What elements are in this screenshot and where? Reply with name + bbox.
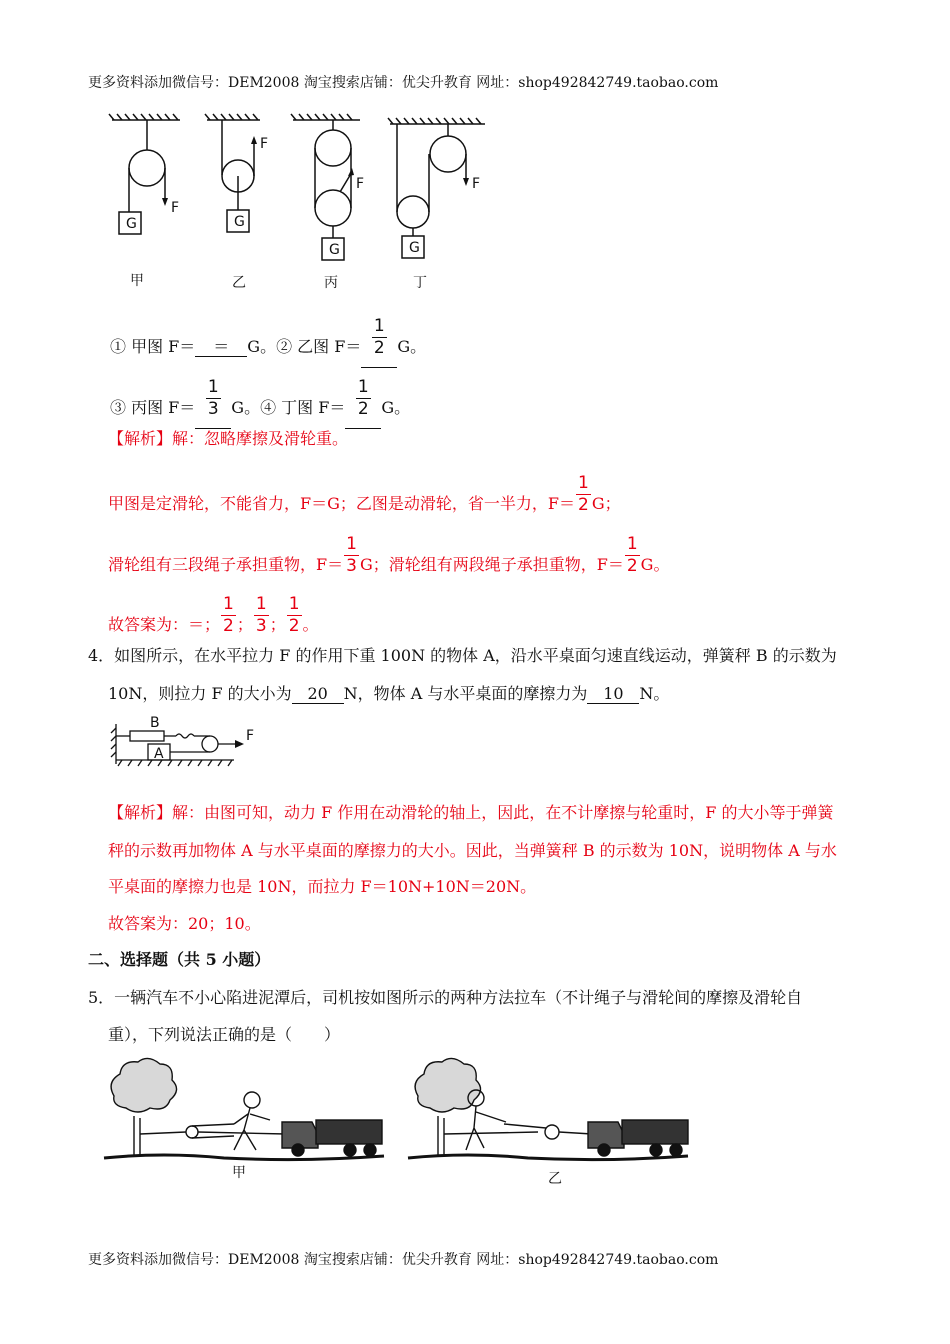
fraction: $\frac{1}{3}$: [255, 594, 267, 636]
page-footer: 更多资料添加微信号：DEM2008 淘宝搜索店铺：优尖升教育 网址：shop492842749.taobao.com: [88, 1252, 719, 1268]
answer-blank: ＝: [195, 338, 247, 357]
fraction: $\frac{1}{3}$: [207, 377, 219, 419]
answer-blank: 20: [292, 685, 344, 704]
truck-figure-yi: [408, 1056, 698, 1166]
q4-analysis-line-2: 秤的示数再加物体 A 与水平桌面的摩擦力的大小。因此，当弹簧秤 B 的示数为 10N，说明物体 A 与水: [108, 841, 837, 860]
q4-analysis-line-3: 平桌面的摩擦力也是 10N，而拉力 F＝10N+10N＝20N。: [108, 877, 537, 896]
g-label: G: [409, 240, 420, 256]
section-title: 二、选择题（共 5 小题）: [88, 950, 271, 969]
fraction: $\frac{1}{2}$: [288, 594, 300, 636]
fraction: $\frac{1}{2}$: [223, 594, 234, 636]
truck-label-jia: 甲: [232, 1165, 246, 1181]
fraction: $\frac{1}{3}$: [346, 534, 357, 576]
f-label: F: [356, 176, 365, 192]
q5-line-2: 重），下列说法正确的是（ ）: [108, 1025, 341, 1044]
q3-line-1: ① 甲图 F＝ ＝ G。② 乙图 F＝ $\frac{1}{2}$ G。: [110, 328, 426, 368]
f-label: F: [260, 136, 269, 152]
answer-blank: 10: [587, 685, 639, 704]
fraction: $\frac{1}{2}$: [373, 316, 385, 358]
f-label: F: [472, 176, 481, 192]
truck-label-yi: 乙: [548, 1171, 562, 1187]
label-a: A: [154, 746, 164, 762]
truck-figure-jia: [104, 1056, 394, 1166]
q4-answer: 故答案为：20；10。: [108, 914, 261, 933]
g-label: G: [234, 214, 245, 230]
fig-label-ding: 丁: [413, 275, 427, 291]
fig-label-jia: 甲: [130, 273, 144, 289]
fraction: $\frac{1}{2}$: [578, 473, 589, 515]
label-b: B: [150, 715, 160, 731]
fraction: $\frac{1}{2}$: [626, 534, 638, 576]
g-label: G: [329, 242, 340, 258]
spring-scale-figure: [108, 714, 258, 770]
q4-line-2: 10N，则拉力 F 的大小为 20 N，物体 A 与水平桌面的摩擦力为 10 N。: [108, 684, 670, 703]
q3-analysis-line-2: 滑轮组有三段绳子承担重物，F＝ $\frac{1}{3}$ G；滑轮组有两段绳子承担重物，F＝ $\frac{1}{2}$ G。: [108, 534, 670, 576]
f-label: F: [171, 200, 180, 216]
page-header: 更多资料添加微信号：DEM2008 淘宝搜索店铺：优尖升教育 网址：shop492842749.taobao.com: [88, 75, 719, 91]
q4-analysis-line-1: 【解析】解：由图可知，动力 F 作用在动滑轮的轴上，因此，在不计摩擦与轮重时，F 的大小等于弹簧: [108, 803, 834, 822]
g-label: G: [126, 216, 137, 232]
q4-line-1: 4．如图所示，在水平拉力 F 的作用下重 100N 的物体 A，沿水平桌面匀速直线运动，弹簧秤 B 的示数为: [88, 646, 837, 665]
pulley-figure: [100, 110, 500, 290]
fig-label-bing: 丙: [324, 275, 338, 291]
fig-label-yi: 乙: [232, 275, 246, 291]
q3-answer: 故答案为：＝； $\frac{1}{2}$ ； $\frac{1}{3}$ ； $\frac{1}{2}$ 。: [108, 594, 319, 636]
fraction: $\frac{1}{2}$: [357, 377, 369, 419]
q3-line-2: ③ 丙图 F＝ $\frac{1}{3}$ G。④ 丁图 F＝ $\frac{1}{2}$ G。: [110, 389, 410, 429]
q3-analysis-line-1: 甲图是定滑轮，不能省力，F＝G；乙图是动滑轮，省一半力，F＝ $\frac{1}{2}$ G；: [108, 473, 621, 515]
q5-line-1: 5．一辆汽车不小心陷进泥潭后，司机按如图所示的两种方法拉车（不计绳子与滑轮间的摩擦及滑轮自: [88, 988, 803, 1007]
label-f: F: [246, 728, 255, 744]
q3-analysis-intro: 【解析】解：忽略摩擦及滑轮重。: [108, 429, 349, 448]
